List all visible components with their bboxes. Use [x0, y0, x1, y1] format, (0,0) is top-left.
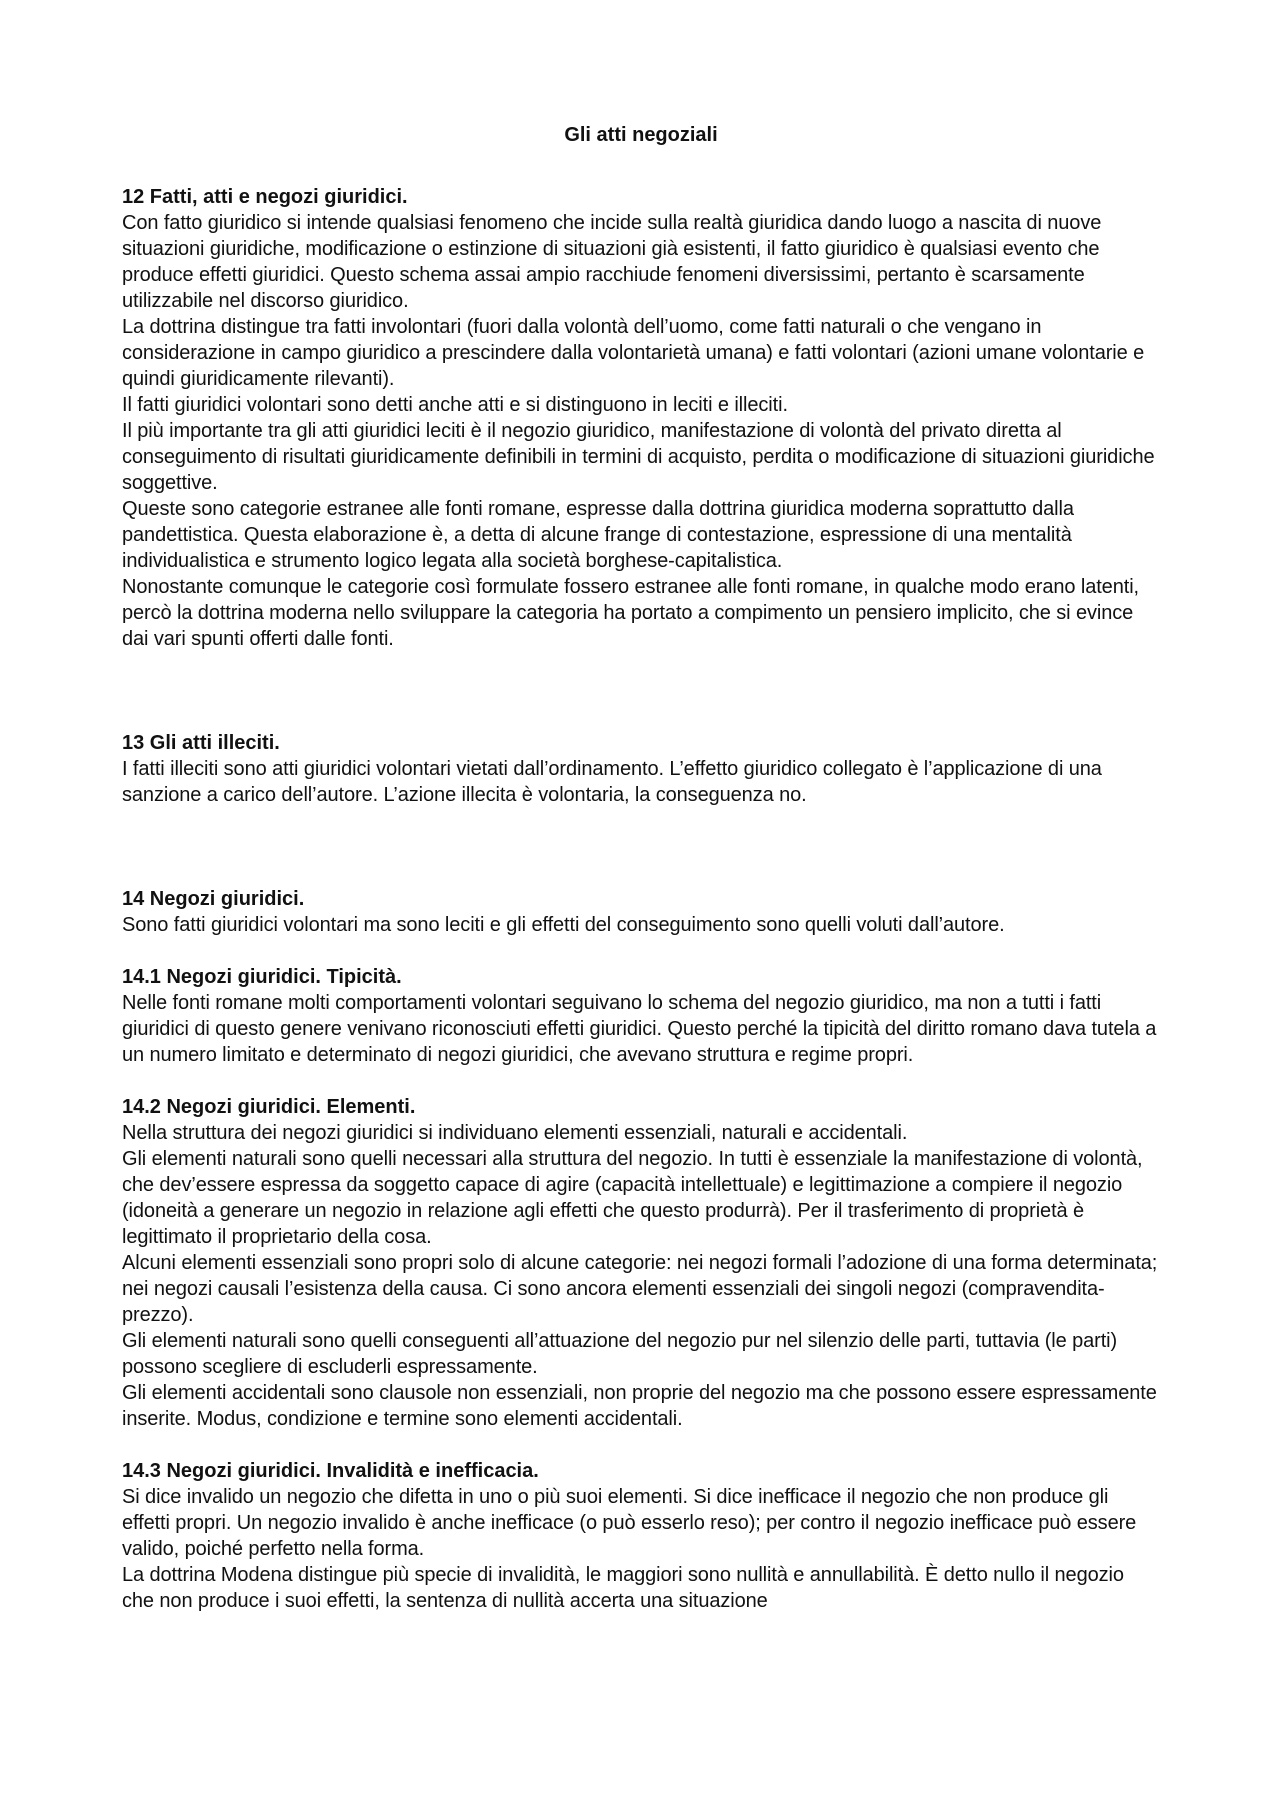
spacer: [122, 704, 1160, 730]
section-14-3: [122, 1458, 1160, 1614]
section-heading: 14.2 Negozi giuridici. Elementi.: [122, 1096, 416, 1118]
document-title: Gli atti negoziali: [564, 124, 718, 146]
spacer: [122, 938, 1160, 964]
section-heading: 14 Negozi giuridici.: [122, 888, 305, 910]
paragraph: Il più importante tra gli atti giuridici leciti è il negozio giuridico, manifestazione di volontà del privato diretta al conseguimento di risultati giuridicamente definibili in termini di acquisto, perdita o modificazione di situazioni giuridiche soggettive.: [122, 420, 1155, 494]
spacer: [122, 808, 1160, 860]
paragraph: Gli elementi naturali sono quelli conseguenti all’attuazione del negozio pur nel silenzio delle parti, tuttavia (le parti) possono scegliere di escluderli espressamente.: [122, 1330, 1118, 1378]
paragraph: Nelle fonti romane molti comportamenti volontari seguivano lo schema del negozio giuridico, ma non a tutti i fatti giuridici di questo genere venivano riconosciuti effetti giuridici. Questo perché la tipicità del diritto romano dava tutela a un numero limitato e determinato di negozi giuridici, che avevano struttura e regime propri.: [122, 992, 1157, 1066]
paragraph: Queste sono categorie estranee alle fonti romane, espresse dalla dottrina giuridica moderna soprattutto dalla pandettistica. Questa elaborazione è, a detta di alcune frange di contestazione, espressione di una mentalità individualistica e strumento logico legata alla società borghese-capitalistica.: [122, 498, 1074, 572]
section-heading: 14.3 Negozi giuridici. Invalidità e inefficacia.: [122, 1460, 539, 1482]
paragraph: La dottrina distingue tra fatti involontari (fuori dalla volontà dell’uomo, come fatti naturali o che vengano in considerazione in campo giuridico a prescindere dalla volontarietà umana) e fatti volontari (azioni umane volontarie e quindi giuridicamente rilevanti).: [122, 316, 1145, 390]
section-heading: 13 Gli atti illeciti.: [122, 732, 280, 754]
paragraph: Il fatti giuridici volontari sono detti anche atti e si distinguono in leciti e illeciti.: [122, 394, 788, 416]
spacer: [122, 652, 1160, 704]
spacer: [122, 1432, 1160, 1458]
paragraph: Sono fatti giuridici volontari ma sono leciti e gli effetti del conseguimento sono quelli voluti dall’autore.: [122, 914, 1005, 936]
paragraph: Gli elementi accidentali sono clausole non essenziali, non proprie del negozio ma che possono essere espressamente inserite. Modus, condizione e termine sono elementi accidentali.: [122, 1382, 1157, 1430]
section-14: [122, 886, 1160, 938]
paragraph: Gli elementi naturali sono quelli necessari alla struttura del negozio. In tutti è essenziale la manifestazione di volontà, che dev’essere espressa da soggetto capace di agire (capacità intellettuale) e legittimazione a compiere il negozio (idoneità a generare un negozio in relazione agli effetti che questo produrrà). Per il trasferimento di proprietà è legittimato il proprietario della cosa.: [122, 1148, 1143, 1248]
section-14-1: [122, 964, 1160, 1068]
paragraph: Nella struttura dei negozi giuridici si individuano elementi essenziali, naturali e accidentali.: [122, 1122, 908, 1144]
section-heading: 14.1 Negozi giuridici. Tipicità.: [122, 966, 402, 988]
paragraph: I fatti illeciti sono atti giuridici volontari vietati dall’ordinamento. L’effetto giuridico collegato è l’applicazione di una sanzione a carico dell’autore. L’azione illecita è volontaria, la conseguenza no.: [122, 758, 1102, 806]
paragraph: Con fatto giuridico si intende qualsiasi fenomeno che incide sulla realtà giuridica dando luogo a nascita di nuove situazioni giuridiche, modificazione o estinzione di situazioni già esistenti, il fatto giuridico è qualsiasi evento che produce effetti giuridici. Questo schema assai ampio racchiude fenomeni diversissimi, pertanto è scarsamente utilizzabile nel discorso giuridico.: [122, 212, 1102, 312]
paragraph: Nonostante comunque le categorie così formulate fossero estranee alle fonti romane, in qualche modo erano latenti, percò la dottrina moderna nello sviluppare la categoria ha portato a compimento un pensiero implicito, che si evince dai vari spunti offerti dalle fonti.: [122, 576, 1139, 650]
paragraph: Si dice invalido un negozio che difetta in uno o più suoi elementi. Si dice inefficace il negozio che non produce gli effetti propri. Un negozio invalido è anche inefficace (o può esserlo reso); per contro il negozio inefficace può essere valido, poiché perfetto nella forma.: [122, 1486, 1137, 1560]
section-12: [122, 184, 1160, 652]
section-14-2: [122, 1094, 1160, 1432]
paragraph: La dottrina Modena distingue più specie di invalidità, le maggiori sono nullità e annullabilità. È detto nullo il negozio che non produce i suoi effetti, la sentenza di nullità accerta una situazione: [122, 1564, 1124, 1612]
section-13: [122, 730, 1160, 808]
section-heading: 12 Fatti, atti e negozi giuridici.: [122, 186, 408, 208]
spacer: [122, 1068, 1160, 1094]
spacer: [122, 860, 1160, 886]
paragraph: Alcuni elementi essenziali sono propri solo di alcune categorie: nei negozi formali l’adozione di una forma determinata; nei negozi causali l’esistenza della causa. Ci sono ancora elementi essenziali dei singoli negozi (compravendita-prezzo).: [122, 1252, 1158, 1326]
